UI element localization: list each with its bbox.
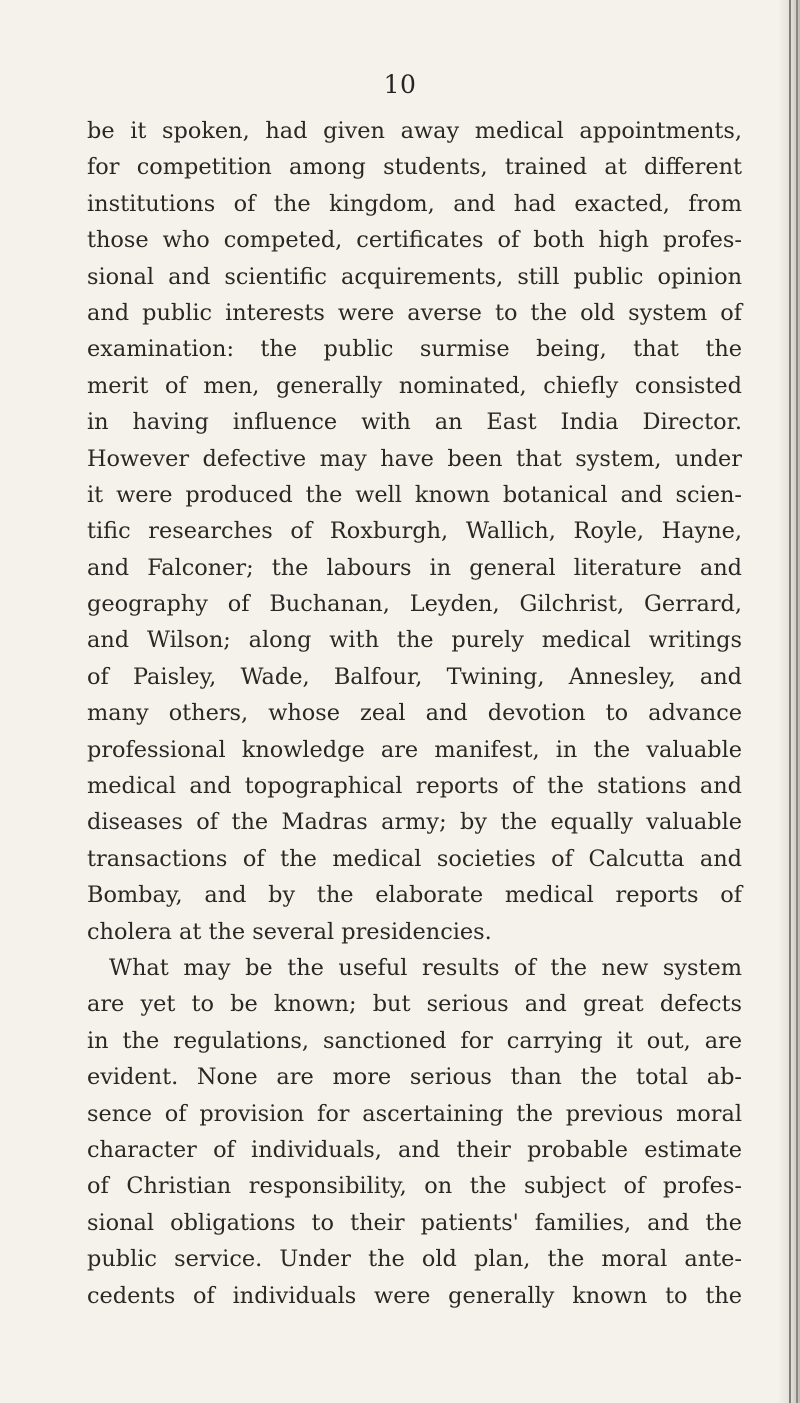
text-line: medical and topographical reports of the stations and bbox=[87, 773, 742, 800]
text-line: public service. Under the old plan, the moral ante- bbox=[87, 1246, 742, 1273]
paragraph bbox=[87, 950, 742, 1314]
text-line: institutions of the kingdom, and had exacted, from bbox=[87, 190, 742, 217]
text-line: in the regulations, sanctioned for carrying it out, are bbox=[87, 1027, 742, 1054]
text-line: examination: the public surmise being, that the bbox=[87, 336, 742, 363]
text-line: character of individuals, and their probable estimate bbox=[87, 1136, 742, 1163]
text-line: geography of Buchanan, Leyden, Gilchrist, Gerrard, bbox=[87, 591, 742, 618]
text-line: for competition among students, trained at different bbox=[87, 154, 742, 181]
text-line: However defective may have been that system, under bbox=[87, 445, 742, 472]
text-line: those who competed, certificates of both high profes- bbox=[87, 227, 742, 254]
text-line: many others, whose zeal and devotion to advance bbox=[87, 700, 742, 727]
text-line: and Wilson; along with the purely medical writings bbox=[87, 627, 742, 654]
text-line: and public interests were averse to the old system of bbox=[87, 299, 742, 326]
page-edge-line bbox=[796, 0, 798, 1403]
page-edge-line bbox=[789, 0, 791, 1403]
text-line: of Paisley, Wade, Balfour, Twining, Annesley, and bbox=[87, 663, 742, 690]
text-line: cholera at the several presidencies. bbox=[87, 918, 492, 945]
text-line: professional knowledge are manifest, in the valuable bbox=[87, 736, 742, 763]
paragraph bbox=[87, 113, 742, 950]
page-number: 10 bbox=[383, 70, 417, 99]
text-line: sional obligations to their patients' families, and the bbox=[87, 1209, 742, 1236]
text-line: it were produced the well known botanical and scien- bbox=[87, 481, 742, 508]
text-line: are yet to be known; but serious and great defects bbox=[87, 991, 742, 1018]
text-line: sence of provision for ascertaining the previous moral bbox=[87, 1100, 742, 1127]
text-line: transactions of the medical societies of Calcutta and bbox=[87, 845, 742, 872]
text-line: be it spoken, had given away medical appointments, bbox=[87, 118, 742, 144]
text-line: What may be the useful results of the new system bbox=[109, 954, 742, 981]
text-line: diseases of the Madras army; by the equally valuable bbox=[87, 809, 742, 836]
text-line: of Christian responsibility, on the subject of profes- bbox=[87, 1173, 742, 1200]
text-line: cedents of individuals were generally known to the bbox=[87, 1282, 742, 1309]
text-line: sional and scientific acquirements, still public opinion bbox=[87, 263, 742, 290]
text-line: merit of men, generally nominated, chiefly consisted bbox=[87, 372, 742, 399]
body-text bbox=[87, 113, 742, 1314]
text-line: and Falconer; the labours in general literature and bbox=[87, 554, 742, 581]
text-line: evident. None are more serious than the total ab- bbox=[87, 1064, 742, 1091]
text-line: tific researches of Roxburgh, Wallich, Royle, Hayne, bbox=[87, 518, 742, 545]
text-line: Bombay, and by the elaborate medical reports of bbox=[87, 882, 742, 909]
text-line: in having influence with an East India Director. bbox=[87, 409, 742, 436]
